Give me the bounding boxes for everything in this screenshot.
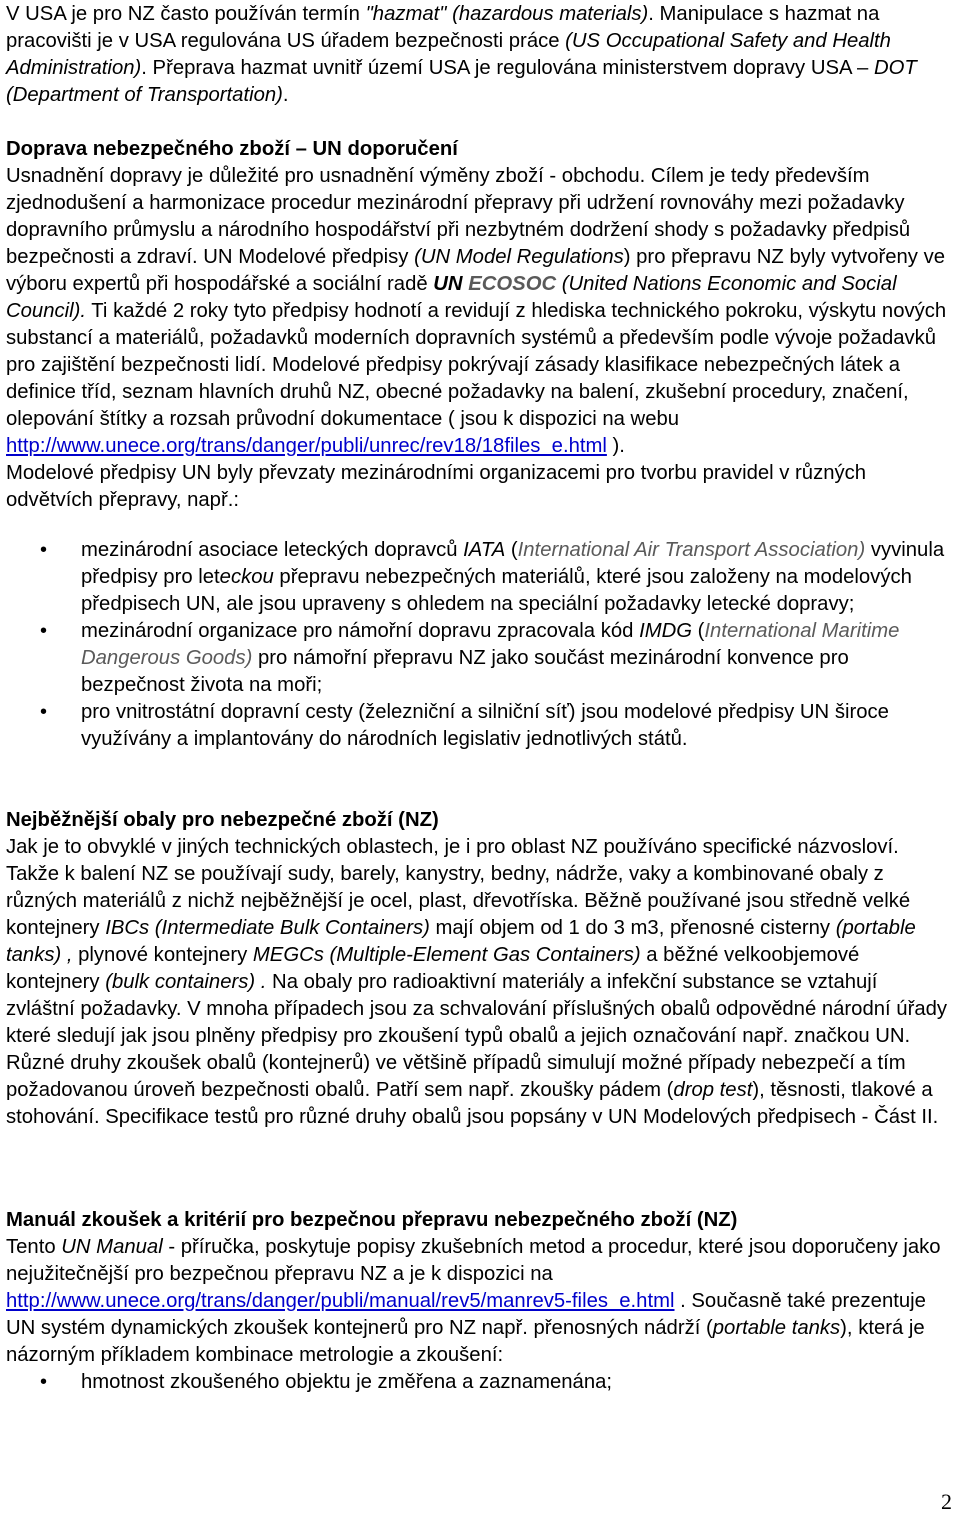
text-run-italic-gray: International Air Transport Association) <box>517 539 866 561</box>
text-run: mezinárodní asociace leteckých dopravců <box>81 539 464 561</box>
paragraph-packaging <box>6 834 950 1131</box>
text-run-italic-gray: International Maritime Dangerous Goods) <box>81 620 900 669</box>
text-run: Modelové předpisy UN byly převzaty mezinárodními organizacemi pro tvorbu pravidel v různých odvětvích přepravy, např.: <box>6 462 867 511</box>
text-run-italic: IATA <box>463 539 506 561</box>
paragraph-un-recommendations <box>6 163 950 514</box>
text-run: pro námořní přepravu NZ jako součást mezinárodní konvence pro bezpečnost života na moři; <box>81 647 849 696</box>
paragraph-usa-hazmat <box>6 1 950 109</box>
heading-packaging: Nejběžnější obaly pro nebezpečné zboží (NZ) <box>6 809 439 831</box>
text-run-italic: portable tanks <box>712 1317 841 1339</box>
list-item-imdg <box>6 618 950 699</box>
text-run-italic: (bulk containers) . <box>105 971 267 993</box>
text-run: plynové kontejnery <box>72 944 253 966</box>
text-run: mají objem od 1 do 3 m3, přenosné cisterny <box>429 917 836 939</box>
text-run: přepravu nebezpečných materiálů, které jsou založeny na modelových předpisech UN, ale jsou upraveny s ohledem na speciální požadavky letecké dopravy; <box>81 566 912 615</box>
text-run-italic: (UN Model Regulations <box>414 246 624 268</box>
paragraph-test-manual <box>6 1234 950 1369</box>
text-run-italic: (US Occupational Safety and Health Administration) <box>6 30 891 79</box>
text-run: Usnadnění dopravy je důležité pro usnadnění výměny zboží - obchodu. Cílem je tedy především zjednodušení a harmonizace procedur mezinárodní přepravy při udržení rovnováhy mezi požadavky dopravního průmyslu a národního hospodářství při nezbytném dodržení shody s požadavky předpisů bezpečnosti a zdraví. UN Modelové předpisy <box>6 165 911 268</box>
text-run-italic: drop test <box>673 1079 753 1101</box>
text-run: Ti každé 2 roky tyto předpisy hodnotí a revidují z hlediska technického pokroku, výskytu nových substancí a materiálů, požadavků moderních dopravních systémů a především podle vývoje požadavků pro zajištění bezpečnosti lidí. Modelové předpisy pokrývají zásady klasifikace nebezpečných látek a definice tříd, seznam hlavních druhů NZ, obecné požadavky na balení, zkušební procedury, značení, olepování štítky a rozsah průvodní dokumentace ( jsou k dispozici na webu <box>6 300 947 430</box>
text-run: pro vnitrostátní dopravní cesty (železniční a silniční síť) jsou modelové předpisy UN široce využívány a implantovány do národních legislativ jednotlivých států. <box>81 701 889 750</box>
text-run-bold-italic: UN <box>433 273 469 295</box>
text-run: - příručka, poskytuje popisy zkušebních metod a procedur, které jsou doporučeny jako nejužitečnější pro bezpečnou přepravu NZ a je k dispozici na <box>6 1236 941 1285</box>
text-run-italic: "hazmat" (hazardous materials) <box>365 3 649 25</box>
text-run-italic: MEGCs (Multiple-Element Gas Containers) <box>252 944 641 966</box>
text-run: . <box>282 84 289 106</box>
text-run: mezinárodní organizace pro námořní dopravu zpracovala kód <box>81 620 640 642</box>
text-run: . Přeprava hazmat uvnitř území USA je regulována ministerstvem dopravy USA – <box>141 57 874 79</box>
text-run: ), která je názorným příkladem kombinace metrologie a zkoušení: <box>6 1317 925 1366</box>
bullet-marker: • <box>40 539 48 561</box>
bullet-marker: • <box>40 1371 48 1393</box>
bullet-list-tests <box>6 1369 950 1396</box>
manual-link[interactable]: http://www.unece.org/trans/danger/publi/manual/rev5/manrev5-files_e.html <box>6 1290 675 1312</box>
text-run-italic: UN Manual <box>61 1236 163 1258</box>
text-run: Tento <box>6 1236 62 1258</box>
text-run-italic: eckou <box>219 566 274 588</box>
text-run-ecosoc: ECOSOC <box>468 273 557 295</box>
unrec-link[interactable]: http://www.unece.org/trans/danger/publi/unrec/rev18/18files_e.html <box>6 435 607 457</box>
text-run: vyvinula předpisy pro let <box>81 539 945 588</box>
text-run: ) pro přepravu NZ byly vytvořeny ve výboru expertů při hospodářské a sociální radě <box>6 246 945 295</box>
text-run-italic: (United Nations Economic and Social Council). <box>6 273 897 322</box>
list-item-mass <box>6 1369 950 1396</box>
text-run: V USA je pro NZ často používán termín <box>6 3 366 25</box>
list-item-iata <box>6 537 950 618</box>
heading-test-manual: Manuál zkoušek a kritérií pro bezpečnou přepravu nebezpečného zboží (NZ) <box>6 1209 738 1231</box>
bullet-list-organizations <box>6 537 950 753</box>
text-run: ( <box>692 620 705 642</box>
text-run: . Manipulace s hazmat na pracovišti je v USA regulována US úřadem bezpečnosti práce <box>6 3 880 52</box>
text-run-italic: IMDG <box>639 620 693 642</box>
text-run: ). <box>606 435 625 457</box>
text-run-italic: IBCs (Intermediate Bulk Containers) <box>105 917 430 939</box>
bullet-marker: • <box>40 620 48 642</box>
heading-un-recommendations: Doprava nebezpečného zboží – UN doporučení <box>6 138 458 160</box>
text-run: Jak je to obvyklé v jiných technických oblastech, je i pro oblast NZ používáno specifické názvosloví. Takže k balení NZ se používají sudy, barely, kanystry, bedny, nádrže, vaky a kombinované obaly z různých materiálů z nichž nejběžnější je ocel, plast, dřevotříska. Běžně používané jsou středně velké kontejnery <box>6 836 911 939</box>
list-item-domestic <box>6 699 950 753</box>
text-run: . Současně také prezentuje UN systém dynamických zkoušek kontejnerů pro NZ např. přenosných nádrží ( <box>6 1290 926 1339</box>
text-run-italic: DOT (Department of Transportation) <box>6 57 917 106</box>
text-run: ), těsnosti, tlakové a stohování. Specifikace testů pro různé druhy obalů jsou popsány v UN Modelových předpisech - Část II. <box>6 1079 939 1128</box>
text-run-italic: (portable tanks) , <box>6 917 916 966</box>
bullet-marker: • <box>40 701 48 723</box>
text-run: ( <box>505 539 518 561</box>
text-run: Na obaly pro radioaktivní materiály a infekční substance se vztahují zvláštní požadavky. V mnoha případech jsou za schvalování příslušných obalů odpovědné národní úřady které sledují jak jsou plněny předpisy pro zkoušení typů obalů a jejich označování např. značkou UN. Různé druhy zkoušek obalů (kontejnerů) ve většině případů simulují možné případy nebezpečí a tím požadovanou úroveň bezpečnosti obalů. Patří sem např. zkoušky pádem ( <box>6 971 948 1101</box>
page-number: 2 <box>941 1489 952 1514</box>
text-run: a běžné velkoobjemové kontejnery <box>6 944 860 993</box>
text-run: hmotnost zkoušeného objektu je změřena a zaznamenána; <box>81 1371 613 1393</box>
